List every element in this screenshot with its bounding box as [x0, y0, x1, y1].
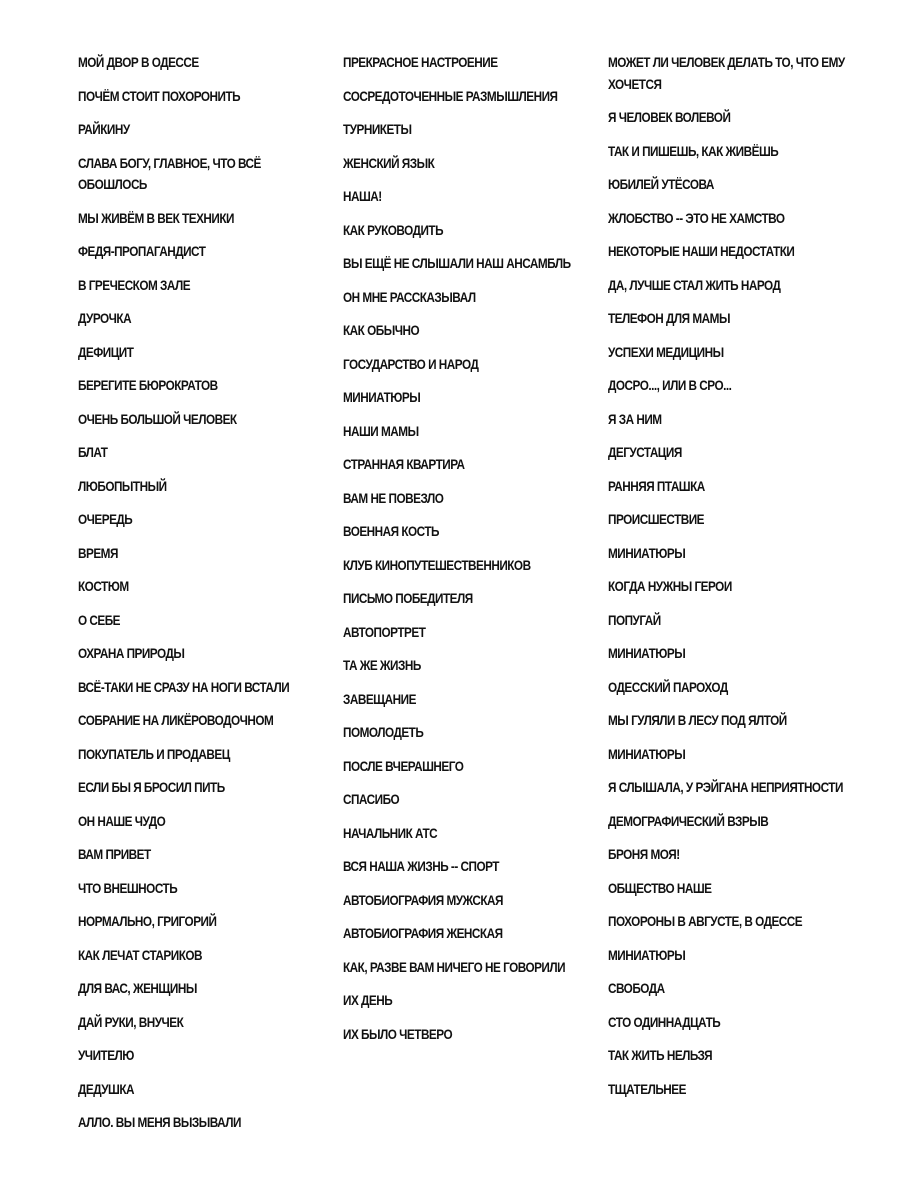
contents-entry: МИНИАТЮРЫ [608, 645, 686, 661]
contents-entry: ТУРНИКЕТЫ [343, 121, 412, 137]
contents-entry: НОРМАЛЬНО, ГРИГОРИЙ [78, 913, 217, 929]
contents-entry: ПОЧЁМ СТОИТ ПОХОРОНИТЬ [78, 87, 241, 104]
contents-entry: ОХРАНА ПРИРОДЫ [78, 645, 185, 661]
contents-entry: ПОСЛЕ ВЧЕРАШНЕГО [343, 757, 464, 774]
contents-entry: МИНИАТЮРЫ [608, 946, 686, 963]
contents-entry: Я ЧЕЛОВЕК ВОЛЕВОЙ [608, 109, 731, 125]
contents-entry: ВСЯ НАША ЖИЗНЬ -- СПОРТ [343, 858, 499, 874]
contents-entry: ТА ЖЕ ЖИЗНЬ [343, 657, 421, 673]
contents-column-1 [78, 52, 328, 1146]
contents-entry: БЕРЕГИТЕ БЮРОКРАТОВ [78, 377, 218, 393]
contents-entry: СОБРАНИЕ НА ЛИКЁРОВОДОЧНОМ [78, 712, 274, 728]
contents-entry: УСПЕХИ МЕДИЦИНЫ [608, 343, 724, 360]
contents-entry: Я ЗА НИМ [608, 410, 662, 427]
contents-entry: ВЫ ЕЩЁ НЕ СЛЫШАЛИ НАШ АНСАМБЛЬ [343, 255, 571, 271]
contents-entry: ВАМ НЕ ПОВЕЗЛО [343, 489, 444, 506]
contents-entry: ПРОИСШЕСТВИЕ [608, 511, 705, 527]
contents-entry: ОН МНЕ РАССКАЗЫВАЛ [343, 288, 476, 305]
contents-entry: ПОПУГАЙ [608, 611, 661, 628]
contents-entry: АВТОБИОГРАФИЯ ЖЕНСКАЯ [343, 925, 503, 941]
contents-entry: НАЧАЛЬНИК АТС [343, 824, 438, 841]
contents-entry: АЛЛО. ВЫ МЕНЯ ВЫЗЫВАЛИ [78, 1114, 241, 1130]
contents-entry: ТЕЛЕФОН ДЛЯ МАМЫ [608, 310, 730, 326]
contents-entry: ОН НАШЕ ЧУДО [78, 812, 166, 829]
contents-entry: НАШИ МАМЫ [343, 422, 419, 439]
contents-entry: МИНИАТЮРЫ [343, 389, 421, 405]
contents-entry: КАК РУКОВОДИТЬ [343, 221, 444, 238]
contents-entry: ВРЕМЯ [78, 544, 118, 561]
contents-entry: СВОБОДА [608, 980, 665, 996]
contents-entry: МЫ ГУЛЯЛИ В ЛЕСУ ПОД ЯЛТОЙ [608, 712, 787, 728]
contents-entry: ОБЩЕСТВО НАШЕ [608, 879, 712, 896]
contents-entry: ЖЕНСКИЙ ЯЗЫК [343, 154, 435, 171]
contents-entry: ГОСУДАРСТВО И НАРОД [343, 355, 479, 372]
contents-entry: ДЕМОГРАФИЧЕСКИЙ ВЗРЫВ [608, 812, 769, 829]
contents-entry: ПРЕКРАСНОЕ НАСТРОЕНИЕ [343, 54, 498, 70]
contents-entry: КАК ЛЕЧАТ СТАРИКОВ [78, 946, 203, 963]
contents-entry: ВОЕННАЯ КОСТЬ [343, 523, 440, 539]
contents-entry: ОЧЕНЬ БОЛЬШОЙ ЧЕЛОВЕК [78, 410, 237, 427]
contents-entry: НАША! [343, 188, 382, 204]
contents-entry: АВТОПОРТРЕТ [343, 623, 426, 640]
contents-entry: УЧИТЕЛЮ [78, 1047, 134, 1063]
contents-entry: ПОКУПАТЕЛЬ И ПРОДАВЕЦ [78, 745, 230, 762]
contents-entry: МОЙ ДВОР В ОДЕССЕ [78, 54, 199, 70]
contents-entry: ТЩАТЕЛЬНЕЕ [608, 1080, 686, 1097]
contents-entry: СОСРЕДОТОЧЕННЫЕ РАЗМЫШЛЕНИЯ [343, 87, 558, 104]
contents-entry: ТАК ЖИТЬ НЕЛЬЗЯ [608, 1047, 713, 1063]
contents-entry: ПОМОЛОДЕТЬ [343, 724, 424, 740]
contents-entry: ПИСЬМО ПОБЕДИТЕЛЯ [343, 590, 473, 606]
contents-entry: ДЕГУСТАЦИЯ [608, 444, 682, 460]
contents-entry: РАЙКИНУ [78, 121, 130, 137]
contents-entry: РАННЯЯ ПТАШКА [608, 477, 705, 494]
contents-entry: ЗАВЕЩАНИЕ [343, 690, 416, 707]
contents-entry: КАК ОБЫЧНО [343, 322, 420, 338]
contents-entry: ОДЕССКИЙ ПАРОХОД [608, 678, 728, 695]
contents-entry: ФЕДЯ-ПРОПАГАНДИСТ [78, 243, 206, 259]
contents-entry: СЛАВА БОГУ, ГЛАВНОЕ, ЧТО ВСЁ ОБОШЛОСЬ [78, 154, 261, 192]
contents-entry: ЧТО ВНЕШНОСТЬ [78, 879, 178, 896]
contents-entry: ЖЛОБСТВО -- ЭТО НЕ ХАМСТВО [608, 209, 785, 226]
contents-entry: ДОСРО..., ИЛИ В СРО... [608, 377, 732, 393]
contents-entry: МИНИАТЮРЫ [608, 745, 686, 762]
contents-entry: БЛАТ [78, 444, 108, 460]
contents-entry: ВСЁ-ТАКИ НЕ СРАЗУ НА НОГИ ВСТАЛИ [78, 678, 290, 695]
contents-entry: ДА, ЛУЧШЕ СТАЛ ЖИТЬ НАРОД [608, 276, 781, 293]
contents-entry: КОСТЮМ [78, 578, 129, 594]
contents-entry: КАК, РАЗВЕ ВАМ НИЧЕГО НЕ ГОВОРИЛИ [343, 958, 566, 975]
contents-entry: ДЕДУШКА [78, 1080, 135, 1097]
contents-entry: ДАЙ РУКИ, ВНУЧЕК [78, 1013, 184, 1030]
contents-entry: ЮБИЛЕЙ УТЁСОВА [608, 176, 714, 192]
contents-entry: МИНИАТЮРЫ [608, 544, 686, 561]
contents-entry: ДУРОЧКА [78, 310, 132, 326]
contents-entry: ЛЮБОПЫТНЫЙ [78, 477, 167, 494]
contents-entry: ТАК И ПИШЕШЬ, КАК ЖИВЁШЬ [608, 142, 779, 159]
contents-column-2 [343, 52, 593, 1057]
contents-entry: О СЕБЕ [78, 611, 121, 628]
contents-entry: КЛУБ КИНОПУТЕШЕСТВЕННИКОВ [343, 556, 531, 573]
contents-entry: КОГДА НУЖНЫ ГЕРОИ [608, 578, 732, 594]
contents-entry: ДЛЯ ВАС, ЖЕНЩИНЫ [78, 980, 197, 996]
contents-entry: МОЖЕТ ЛИ ЧЕЛОВЕК ДЕЛАТЬ ТО, ЧТО ЕМУ ХОЧЕТСЯ [608, 54, 845, 92]
contents-entry: ПОХОРОНЫ В АВГУСТЕ, В ОДЕССЕ [608, 913, 803, 929]
contents-entry: ДЕФИЦИТ [78, 343, 134, 360]
contents-entry: ИХ ДЕНЬ [343, 992, 393, 1008]
contents-entry: БРОНЯ МОЯ! [608, 846, 680, 862]
contents-entry: СПАСИБО [343, 791, 400, 807]
contents-column-3 [608, 52, 858, 1112]
contents-entry: ИХ БЫЛО ЧЕТВЕРО [343, 1025, 453, 1042]
contents-entry: АВТОБИОГРАФИЯ МУЖСКАЯ [343, 891, 503, 908]
contents-entry: ВАМ ПРИВЕТ [78, 846, 151, 862]
contents-entry: МЫ ЖИВЁМ В ВЕК ТЕХНИКИ [78, 209, 234, 226]
contents-entry: В ГРЕЧЕСКОМ ЗАЛЕ [78, 276, 191, 293]
contents-entry: СТО ОДИННАДЦАТЬ [608, 1013, 721, 1030]
contents-entry: Я СЛЫШАЛА, У РЭЙГАНА НЕПРИЯТНОСТИ [608, 779, 843, 795]
contents-entry: ЕСЛИ БЫ Я БРОСИЛ ПИТЬ [78, 779, 225, 795]
contents-entry: СТРАННАЯ КВАРТИРА [343, 456, 465, 472]
contents-entry: НЕКОТОРЫЕ НАШИ НЕДОСТАТКИ [608, 243, 795, 259]
contents-entry: ОЧЕРЕДЬ [78, 511, 133, 527]
